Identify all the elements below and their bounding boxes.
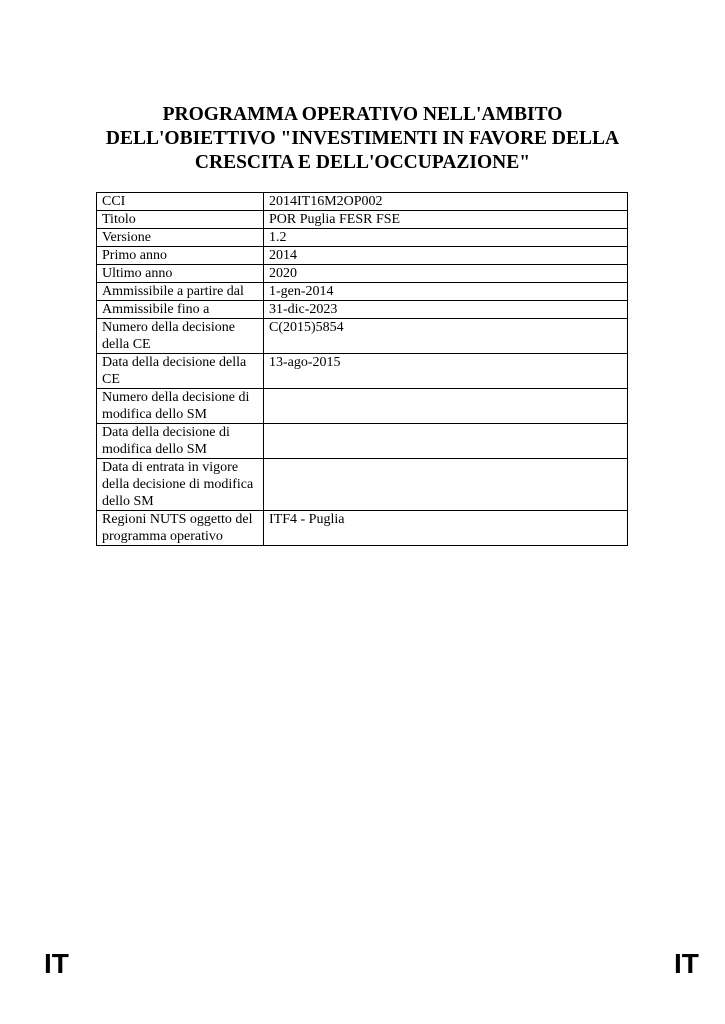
row-label: Ammissibile a partire dal xyxy=(97,283,264,301)
row-value: C(2015)5854 xyxy=(264,319,628,354)
row-label: Data di entrata in vigore della decisione di modifica dello SM xyxy=(97,459,264,511)
table-row-ammissibile-dal xyxy=(97,283,628,301)
table-row-regioni-nuts xyxy=(97,511,628,546)
title-line-2: DELL'OBIETTIVO "INVESTIMENTI IN FAVORE DELLA xyxy=(105,128,620,149)
table-row-cci xyxy=(97,193,628,211)
table-row-numero-decisione-ce xyxy=(97,319,628,354)
row-label: Primo anno xyxy=(97,247,264,265)
table-row-versione xyxy=(97,229,628,247)
row-label: Versione xyxy=(97,229,264,247)
title-line-1: PROGRAMMA OPERATIVO NELL'AMBITO xyxy=(162,104,563,125)
row-value: POR Puglia FESR FSE xyxy=(264,211,628,229)
row-value: 2020 xyxy=(264,265,628,283)
row-value: 31-dic-2023 xyxy=(264,301,628,319)
row-value: 1.2 xyxy=(264,229,628,247)
programme-info-table xyxy=(96,192,628,546)
row-label: Regioni NUTS oggetto del programma operativo xyxy=(97,511,264,546)
row-value xyxy=(264,389,628,424)
table-row-titolo xyxy=(97,211,628,229)
row-value: ITF4 - Puglia xyxy=(264,511,628,546)
document-title xyxy=(80,103,645,175)
row-label: Data della decisione della CE xyxy=(97,354,264,389)
row-value: 1-gen-2014 xyxy=(264,283,628,301)
table-row-data-decisione-ce xyxy=(97,354,628,389)
row-value xyxy=(264,424,628,459)
row-value: 2014 xyxy=(264,247,628,265)
table-row-data-entrata-vigore xyxy=(97,459,628,511)
row-label: Titolo xyxy=(97,211,264,229)
row-value: 2014IT16M2OP002 xyxy=(264,193,628,211)
row-label: Numero della decisione di modifica dello SM xyxy=(97,389,264,424)
row-value: 13-ago-2015 xyxy=(264,354,628,389)
table-row-primo-anno xyxy=(97,247,628,265)
title-line-3: CRESCITA E DELL'OCCUPAZIONE" xyxy=(194,152,531,173)
row-label: CCI xyxy=(97,193,264,211)
row-label: Data della decisione di modifica dello SM xyxy=(97,424,264,459)
table-row-data-decisione-sm xyxy=(97,424,628,459)
table-row-numero-decisione-sm xyxy=(97,389,628,424)
language-code-left: IT xyxy=(44,948,69,979)
row-value xyxy=(264,459,628,511)
row-label: Numero della decisione della CE xyxy=(97,319,264,354)
table-row-ultimo-anno xyxy=(97,265,628,283)
table-row-ammissibile-fino xyxy=(97,301,628,319)
row-label: Ultimo anno xyxy=(97,265,264,283)
row-label: Ammissibile fino a xyxy=(97,301,264,319)
language-code-right: IT xyxy=(674,948,699,979)
